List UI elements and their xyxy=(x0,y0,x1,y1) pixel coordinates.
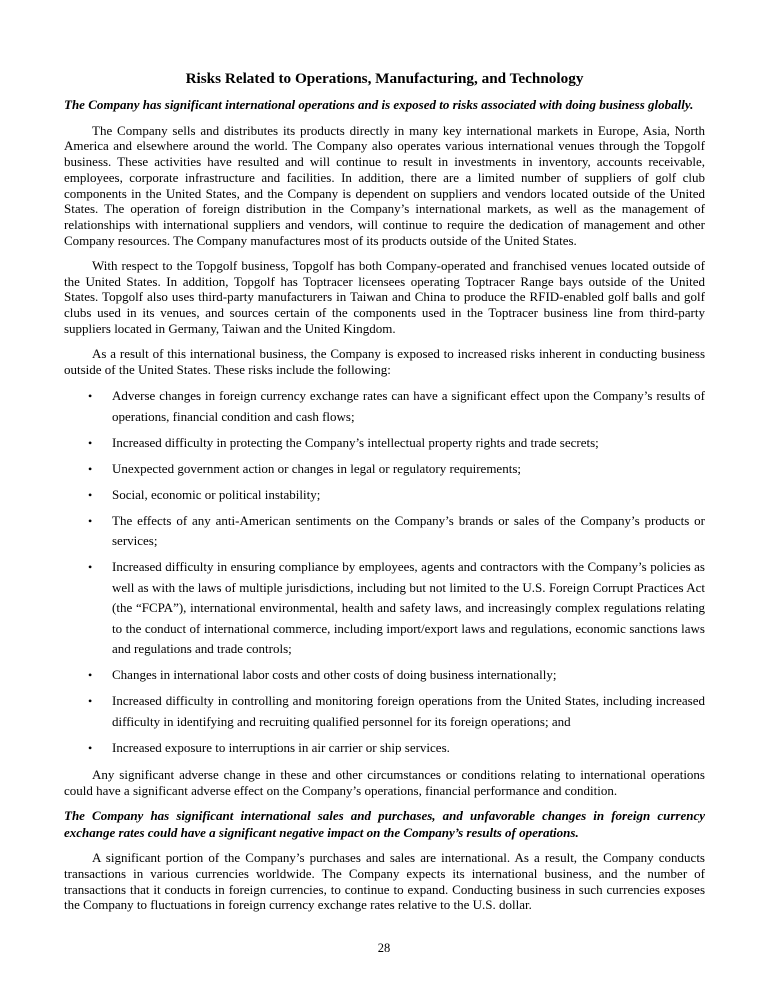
bullet-text: Adverse changes in foreign currency exchange rates can have a significant effect upon the Company’s results of operations, financial condition and cash flows; xyxy=(112,388,705,424)
bullet-item xyxy=(88,691,705,732)
bullet-item xyxy=(88,485,705,506)
bullet-item xyxy=(88,433,705,454)
paragraph: As a result of this international business, the Company is exposed to increased risks inherent in conducting business outside of the United States. These risks include the following: xyxy=(64,345,705,377)
paragraph: Any significant adverse change in these and other circumstances or conditions relating to international operations could have a significant adverse effect on the Company’s operations, financial performance and condition. xyxy=(64,767,705,799)
document-body xyxy=(64,97,705,913)
bullet-marker-icon: • xyxy=(88,461,93,476)
bullet-item xyxy=(88,738,705,759)
section-heading: Risks Related to Operations, Manufacturing, and Technology xyxy=(185,70,584,87)
bullet-marker-icon: • xyxy=(88,740,93,755)
bullet-item xyxy=(88,665,705,686)
bullet-item xyxy=(88,511,705,552)
bullet-text: Social, economic or political instability; xyxy=(112,486,321,502)
bullet-text: Unexpected government action or changes in legal or regulatory requirements; xyxy=(112,460,521,476)
bullet-item xyxy=(88,557,705,660)
risk-factor-heading: The Company has significant international sales and purchases, and unfavorable changes in foreign currency exchange rates could have a significant negative impact on the Company’s results of operations. xyxy=(64,808,705,840)
bullet-text: Increased difficulty in protecting the Company’s intellectual property rights and trade secrets; xyxy=(112,434,599,450)
bullet-marker-icon: • xyxy=(88,513,93,528)
bullet-marker-icon: • xyxy=(88,560,93,575)
bullet-marker-icon: • xyxy=(88,389,93,404)
page-number: 28 xyxy=(377,941,391,955)
paragraph: The Company sells and distributes its products directly in many key international markets in Europe, Asia, North America and elsewhere around the world. The Company also operates various international venues through the Topgolf business. These activities have resulted and will continue to result in investments in inventory, accounts receivable, employees, corporate infrastructure and facilities. In addition, there are a limited number of suppliers of golf club components in the United States, and the Company is dependent on suppliers and vendors located outside of the United States. The operation of foreign distribution in the Company’s international markets, as well as the management of relationships with international suppliers and vendors, will continue to require the dedication of management and other Company resources. The Company manufactures most of its products outside of the United States. xyxy=(64,122,705,249)
bullet-marker-icon: • xyxy=(88,435,93,450)
risk-factor-heading: The Company has significant international operations and is exposed to risks associated with doing business globally. xyxy=(64,97,694,112)
bullet-text: The effects of any anti-American sentiments on the Company’s brands or sales of the Company’s products or services; xyxy=(112,512,705,549)
paragraph: With respect to the Topgolf business, Topgolf has both Company-operated and franchised venues located outside of the United States. In addition, Topgolf has Toptracer licensees operating Toptracer Range bays outside of the United States. Topgolf also uses third-party manufacturers in Taiwan and China to produce the RFID-enabled golf balls and golf clubs used in its venues, and sources certain of the components used in the Toptracer business line from third-party suppliers located in Germany, Taiwan and the United Kingdom. xyxy=(64,257,705,337)
paragraph: A significant portion of the Company’s purchases and sales are international. As a result, the Company conducts transactions in various currencies worldwide. The Company expects its international business, and the number of transactions that it conducts in foreign currencies, to continue to expand. Conducting business in such currencies exposes the Company to fluctuations in foreign currency exchange rates relative to the U.S. dollar. xyxy=(64,850,705,913)
bullet-marker-icon: • xyxy=(88,668,93,683)
bullet-text: Changes in international labor costs and other costs of doing business internationally; xyxy=(112,667,557,683)
bullet-marker-icon: • xyxy=(88,694,93,709)
bullet-item xyxy=(88,386,705,427)
bullet-text: Increased difficulty in controlling and monitoring foreign operations from the United States, including increased difficulty in identifying and recruiting qualified personnel for its foreign operations; and xyxy=(112,693,705,729)
bullet-marker-icon: • xyxy=(88,487,93,502)
bullet-text: Increased difficulty in ensuring compliance by employees, agents and contractors with the Company’s policies as well as with the laws of multiple jurisdictions, including but not limited to the U.S. Foreign Corrupt Practices Act (the “FCPA”), international environmental, health and safety laws, and increasingly complex regulations relating to the conduct of international commerce, including import/export laws and regulations, economic sanctions laws and regulations and trade controls; xyxy=(112,559,705,657)
bullet-text: Increased exposure to interruptions in air carrier or ship services. xyxy=(112,739,450,755)
bullet-item xyxy=(88,459,705,480)
